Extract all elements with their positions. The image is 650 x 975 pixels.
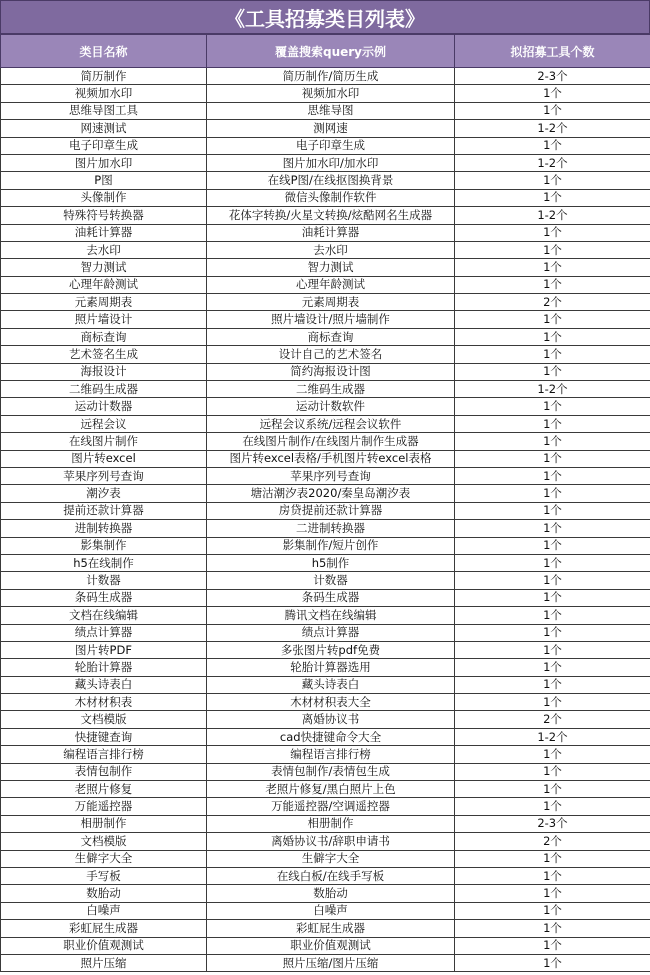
- tool-count-cell: 1个: [455, 902, 650, 919]
- query-example-cell: 生僻字大全: [207, 850, 455, 867]
- category-name-cell: 去水印: [1, 241, 207, 258]
- table-row: [1, 520, 650, 537]
- table-row: [1, 763, 650, 780]
- table-row: [1, 363, 650, 380]
- table-row: [1, 381, 650, 398]
- query-example-cell: 思维导图: [207, 102, 455, 119]
- category-name-cell: 快捷键查询: [1, 728, 207, 745]
- table-row: [1, 833, 650, 850]
- table-row: [1, 902, 650, 919]
- category-name-cell: 文档模版: [1, 711, 207, 728]
- header-query-examples: 覆盖搜索query示例: [207, 35, 455, 68]
- table-row: [1, 781, 650, 798]
- tool-count-cell: 1-2个: [455, 154, 650, 171]
- header-tool-count: 拟招募工具个数: [455, 35, 650, 68]
- category-name-cell: 文档模版: [1, 833, 207, 850]
- header-category-name: 类目名称: [1, 35, 207, 68]
- table-row: [1, 589, 650, 606]
- table-row: [1, 485, 650, 502]
- category-name-cell: 油耗计算器: [1, 224, 207, 241]
- table-row: [1, 711, 650, 728]
- query-example-cell: 木材材积表大全: [207, 694, 455, 711]
- category-name-cell: 商标查询: [1, 328, 207, 345]
- table-row: [1, 415, 650, 432]
- query-example-cell: 远程会议系统/远程会议软件: [207, 415, 455, 432]
- query-example-cell: 商标查询: [207, 328, 455, 345]
- category-name-cell: 海报设计: [1, 363, 207, 380]
- category-name-cell: 图片转PDF: [1, 641, 207, 658]
- tool-count-cell: 1个: [455, 311, 650, 328]
- tool-count-cell: 1个: [455, 85, 650, 102]
- table-row: [1, 624, 650, 641]
- tool-count-cell: 1个: [455, 537, 650, 554]
- tool-count-cell: 1个: [455, 763, 650, 780]
- tool-count-cell: 1个: [455, 137, 650, 154]
- query-example-cell: 电子印章生成: [207, 137, 455, 154]
- tool-count-cell: 1-2个: [455, 381, 650, 398]
- category-name-cell: 影集制作: [1, 537, 207, 554]
- table-row: [1, 694, 650, 711]
- tool-count-cell: 1个: [455, 363, 650, 380]
- category-name-cell: 二维码生成器: [1, 381, 207, 398]
- query-example-cell: 花体字转换/火星文转换/炫酷网名生成器: [207, 207, 455, 224]
- query-example-cell: 二进制转换器: [207, 520, 455, 537]
- query-example-cell: 智力测试: [207, 259, 455, 276]
- table-row: [1, 502, 650, 519]
- tool-count-cell: 1个: [455, 624, 650, 641]
- category-name-cell: 电子印章生成: [1, 137, 207, 154]
- table-row: [1, 746, 650, 763]
- table-row: [1, 676, 650, 693]
- table-row: [1, 398, 650, 415]
- tool-count-cell: 2个: [455, 294, 650, 311]
- query-example-cell: 条码生成器: [207, 589, 455, 606]
- tool-count-cell: 2个: [455, 711, 650, 728]
- query-example-cell: 微信头像制作软件: [207, 189, 455, 206]
- table-row: [1, 885, 650, 902]
- query-example-cell: cad快捷键命令大全: [207, 728, 455, 745]
- table-row: [1, 572, 650, 589]
- category-name-cell: 心理年龄测试: [1, 276, 207, 293]
- tool-count-cell: 1个: [455, 589, 650, 606]
- query-example-cell: 腾讯文档在线编辑: [207, 607, 455, 624]
- category-name-cell: 条码生成器: [1, 589, 207, 606]
- category-table: [0, 34, 650, 972]
- query-example-cell: 图片转excel表格/手机图片转excel表格: [207, 450, 455, 467]
- table-row: [1, 659, 650, 676]
- tool-count-cell: 1个: [455, 450, 650, 467]
- query-example-cell: 彩虹屁生成器: [207, 920, 455, 937]
- tool-count-cell: 1个: [455, 241, 650, 258]
- query-example-cell: 简约海报设计图: [207, 363, 455, 380]
- table-row: [1, 607, 650, 624]
- tool-count-cell: 1个: [455, 467, 650, 484]
- category-name-cell: 苹果序列号查询: [1, 467, 207, 484]
- tool-count-cell: 1个: [455, 607, 650, 624]
- tool-count-cell: 1个: [455, 172, 650, 189]
- category-name-cell: 轮胎计算器: [1, 659, 207, 676]
- table-row: [1, 954, 650, 971]
- query-example-cell: 绩点计算器: [207, 624, 455, 641]
- query-example-cell: h5制作: [207, 554, 455, 571]
- tool-count-cell: 1个: [455, 554, 650, 571]
- query-example-cell: 在线白板/在线手写板: [207, 867, 455, 884]
- table-row: [1, 189, 650, 206]
- tool-count-cell: 1个: [455, 954, 650, 971]
- tool-count-cell: 1个: [455, 415, 650, 432]
- query-example-cell: 编程语言排行榜: [207, 746, 455, 763]
- table-row: [1, 241, 650, 258]
- query-example-cell: 元素周期表: [207, 294, 455, 311]
- category-name-cell: 木材材积表: [1, 694, 207, 711]
- table-row: [1, 85, 650, 102]
- category-name-cell: 艺术签名生成: [1, 346, 207, 363]
- table-row: [1, 641, 650, 658]
- table-row: [1, 554, 650, 571]
- tool-count-cell: 2-3个: [455, 68, 650, 85]
- category-name-cell: 头像制作: [1, 189, 207, 206]
- tool-count-cell: 1个: [455, 398, 650, 415]
- category-name-cell: 万能遥控器: [1, 798, 207, 815]
- query-example-cell: 老照片修复/黑白照片上色: [207, 781, 455, 798]
- category-name-cell: 相册制作: [1, 815, 207, 832]
- query-example-cell: 轮胎计算器选用: [207, 659, 455, 676]
- query-example-cell: 职业价值观测试: [207, 937, 455, 954]
- table-body: [1, 68, 650, 972]
- tool-count-cell: 1个: [455, 520, 650, 537]
- table-row: [1, 920, 650, 937]
- category-name-cell: 在线图片制作: [1, 433, 207, 450]
- category-name-cell: 网速测试: [1, 120, 207, 137]
- category-name-cell: 照片压缩: [1, 954, 207, 971]
- category-name-cell: 老照片修复: [1, 781, 207, 798]
- query-example-cell: 油耗计算器: [207, 224, 455, 241]
- query-example-cell: 万能遥控器/空调遥控器: [207, 798, 455, 815]
- category-name-cell: 照片墙设计: [1, 311, 207, 328]
- category-name-cell: 职业价值观测试: [1, 937, 207, 954]
- query-example-cell: 照片墙设计/照片墙制作: [207, 311, 455, 328]
- table-row: [1, 207, 650, 224]
- category-name-cell: 视频加水印: [1, 85, 207, 102]
- query-example-cell: 数胎动: [207, 885, 455, 902]
- query-example-cell: 视频加水印: [207, 85, 455, 102]
- header-row: [1, 35, 650, 68]
- table-row: [1, 311, 650, 328]
- category-name-cell: 运动计数器: [1, 398, 207, 415]
- category-name-cell: P图: [1, 172, 207, 189]
- tool-count-cell: 1-2个: [455, 728, 650, 745]
- tool-count-cell: 1个: [455, 641, 650, 658]
- table-row: [1, 798, 650, 815]
- table-row: [1, 224, 650, 241]
- tool-count-cell: 1个: [455, 850, 650, 867]
- tool-count-cell: 1个: [455, 224, 650, 241]
- query-example-cell: 测网速: [207, 120, 455, 137]
- category-name-cell: 手写板: [1, 867, 207, 884]
- tool-count-cell: 1个: [455, 433, 650, 450]
- tool-count-cell: 1个: [455, 276, 650, 293]
- query-example-cell: 去水印: [207, 241, 455, 258]
- tool-count-cell: 1-2个: [455, 207, 650, 224]
- tool-count-cell: 1个: [455, 694, 650, 711]
- category-name-cell: 特殊符号转换器: [1, 207, 207, 224]
- query-example-cell: 离婚协议书: [207, 711, 455, 728]
- table-row: [1, 815, 650, 832]
- tool-count-cell: 1个: [455, 885, 650, 902]
- tool-count-cell: 2个: [455, 833, 650, 850]
- tool-count-cell: 1个: [455, 937, 650, 954]
- table-row: [1, 850, 650, 867]
- query-example-cell: 心理年龄测试: [207, 276, 455, 293]
- query-example-cell: 设计自己的艺术签名: [207, 346, 455, 363]
- category-name-cell: 思维导图工具: [1, 102, 207, 119]
- tool-count-cell: 1个: [455, 867, 650, 884]
- query-example-cell: 照片压缩/图片压缩: [207, 954, 455, 971]
- query-example-cell: 简历制作/简历生成: [207, 68, 455, 85]
- table-row: [1, 294, 650, 311]
- query-example-cell: 白噪声: [207, 902, 455, 919]
- table-row: [1, 537, 650, 554]
- category-name-cell: 白噪声: [1, 902, 207, 919]
- table-row: [1, 120, 650, 137]
- table-row: [1, 137, 650, 154]
- query-example-cell: 图片加水印/加水印: [207, 154, 455, 171]
- category-name-cell: 藏头诗表白: [1, 676, 207, 693]
- category-name-cell: 表情包制作: [1, 763, 207, 780]
- category-name-cell: h5在线制作: [1, 554, 207, 571]
- query-example-cell: 塘沽潮汐表2020/秦皇岛潮汐表: [207, 485, 455, 502]
- query-example-cell: 在线图片制作/在线图片制作生成器: [207, 433, 455, 450]
- query-example-cell: 运动计数软件: [207, 398, 455, 415]
- tool-count-cell: 1个: [455, 189, 650, 206]
- tool-count-cell: 1个: [455, 798, 650, 815]
- table-row: [1, 259, 650, 276]
- table-row: [1, 728, 650, 745]
- category-name-cell: 编程语言排行榜: [1, 746, 207, 763]
- table-title: 《工具招募类目列表》: [0, 0, 650, 34]
- tool-count-cell: 1个: [455, 328, 650, 345]
- query-example-cell: 表情包制作/表情包生成: [207, 763, 455, 780]
- tool-count-cell: 1个: [455, 102, 650, 119]
- category-name-cell: 进制转换器: [1, 520, 207, 537]
- category-name-cell: 潮汐表: [1, 485, 207, 502]
- query-example-cell: 计数器: [207, 572, 455, 589]
- category-name-cell: 图片转excel: [1, 450, 207, 467]
- category-name-cell: 文档在线编辑: [1, 607, 207, 624]
- table-row: [1, 867, 650, 884]
- category-name-cell: 数胎动: [1, 885, 207, 902]
- table-row: [1, 346, 650, 363]
- table-row: [1, 276, 650, 293]
- table-row: [1, 328, 650, 345]
- category-name-cell: 图片加水印: [1, 154, 207, 171]
- tool-count-cell: 1个: [455, 746, 650, 763]
- query-example-cell: 房贷提前还款计算器: [207, 502, 455, 519]
- tool-count-cell: 1个: [455, 920, 650, 937]
- category-name-cell: 元素周期表: [1, 294, 207, 311]
- tool-count-cell: 1个: [455, 659, 650, 676]
- category-name-cell: 计数器: [1, 572, 207, 589]
- tool-count-cell: 1个: [455, 346, 650, 363]
- category-name-cell: 提前还款计算器: [1, 502, 207, 519]
- table-row: [1, 154, 650, 171]
- query-example-cell: 影集制作/短片创作: [207, 537, 455, 554]
- tool-count-cell: 1个: [455, 676, 650, 693]
- query-example-cell: 苹果序列号查询: [207, 467, 455, 484]
- tool-count-cell: 1个: [455, 259, 650, 276]
- query-example-cell: 在线P图/在线抠图换背景: [207, 172, 455, 189]
- tool-count-cell: 1个: [455, 572, 650, 589]
- query-example-cell: 离婚协议书/辞职申请书: [207, 833, 455, 850]
- table-row: [1, 433, 650, 450]
- category-name-cell: 智力测试: [1, 259, 207, 276]
- category-name-cell: 简历制作: [1, 68, 207, 85]
- table-row: [1, 937, 650, 954]
- table-row: [1, 102, 650, 119]
- tool-count-cell: 1个: [455, 485, 650, 502]
- table-row: [1, 172, 650, 189]
- category-name-cell: 彩虹屁生成器: [1, 920, 207, 937]
- table-row: [1, 450, 650, 467]
- tool-count-cell: 1个: [455, 502, 650, 519]
- table-row: [1, 467, 650, 484]
- query-example-cell: 相册制作: [207, 815, 455, 832]
- tool-count-cell: 2-3个: [455, 815, 650, 832]
- table-row: [1, 68, 650, 85]
- tool-count-cell: 1个: [455, 781, 650, 798]
- query-example-cell: 藏头诗表白: [207, 676, 455, 693]
- category-name-cell: 生僻字大全: [1, 850, 207, 867]
- tool-count-cell: 1-2个: [455, 120, 650, 137]
- category-name-cell: 远程会议: [1, 415, 207, 432]
- query-example-cell: 多张图片转pdf免费: [207, 641, 455, 658]
- query-example-cell: 二维码生成器: [207, 381, 455, 398]
- category-name-cell: 绩点计算器: [1, 624, 207, 641]
